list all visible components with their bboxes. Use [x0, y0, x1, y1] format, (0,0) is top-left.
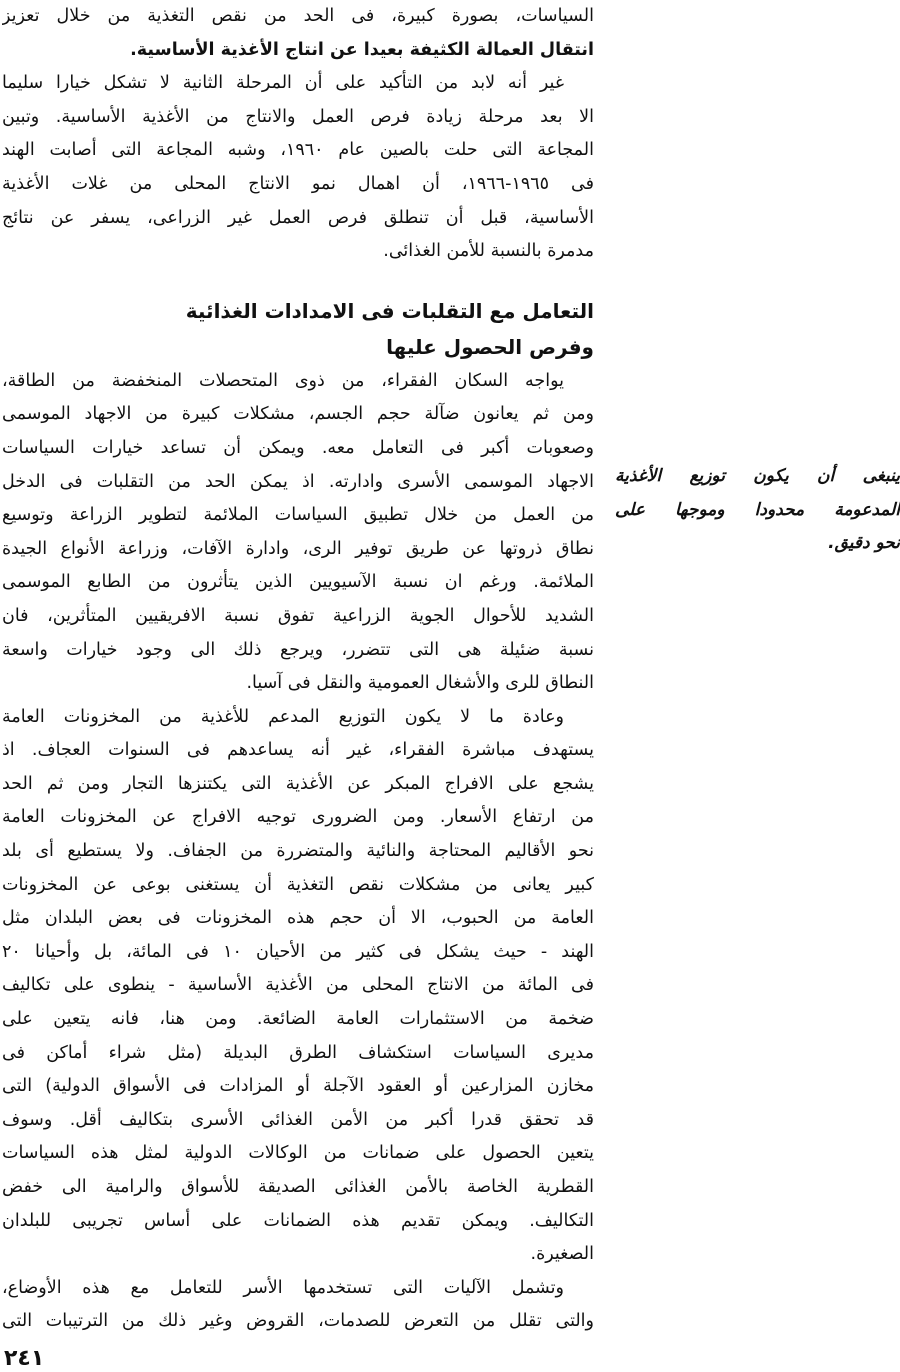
- text-line: غير أنه لابد من التأكيد على أن المرحلة الثانية لا تشكل خيارا سليما: [2, 73, 564, 94]
- text-line: نطاق ذروتها عن طريق توفير الرى، وادارة الآفات، وزراعة الأنواع الجيدة: [2, 538, 594, 559]
- text-line: العامة من الحبوب، الا أن حجم هذه المخزونات فى بعض البلدان مثل: [2, 908, 594, 929]
- text-line: الأساسية، قبل أن تنطلق فرص العمل غير الزراعى، يسفر عن نتائج: [2, 207, 594, 228]
- text-line: يواجه السكان الفقراء، من ذوى المتحصلات المنخفضة من الطاقة،: [2, 370, 564, 391]
- text-line: مديرى السياسات استكشاف الطرق البديلة (مثل شراء أماكن فى: [2, 1042, 594, 1063]
- paragraph-5: [2, 1272, 594, 1339]
- text-line: الملائمة. ورغم ان نسبة الآسيويين الذين يتأثرون من الطابع الموسمى: [2, 572, 594, 593]
- text-line: ضخمة من الاستثمارات العامة الضائعة. ومن هنا، فانه يتعين على: [2, 1009, 594, 1030]
- text-line: فى المائة من الانتاج المحلى من الأغذية الأساسية - ينطوى على تكاليف: [2, 975, 594, 996]
- paragraph-top: [2, 0, 594, 67]
- text-line: الصغيرة.: [530, 1244, 594, 1265]
- text-line: من العمل من خلال تطبيق السياسات الملائمة لتطوير الزراعة وتوسيع: [2, 505, 594, 526]
- text-line: ومن ثم يعانون ضآلة حجم الجسم، مشكلات كبيرة من الاجهاد الموسمى: [2, 404, 594, 425]
- text-line: نحو الأقاليم المحتاجة والنائية والمتضررة من الجفاف. ولا يستطيع أى بلد: [2, 841, 594, 862]
- text-line: قد تحقق قدرا أكبر من الأمن الغذائى الأسرى بتكاليف أقل. وسوف: [2, 1109, 594, 1130]
- text-line: النطاق للرى والأشغال العمومية والنقل فى آسيا.: [246, 673, 594, 694]
- text-line: الشديد للأحوال الجوية الزراعية تفوق نسبة الافريقيين المتأثرين، فان: [2, 605, 594, 626]
- text-line: يتعين الحصول على ضمانات من الوكالات الدولية لمثل هذه السياسات: [2, 1143, 594, 1164]
- text-line: من ارتفاع الأسعار. ومن الضرورى توجيه الافراج عن المخزونات العامة: [2, 807, 594, 828]
- paragraph-3: [2, 365, 594, 701]
- text-line: الا بعد مرحلة زيادة فرص العمل والانتاج من الأغذية الأساسية. وتبين: [2, 106, 594, 127]
- text-line: يستهدف مباشرة الفقراء، غير أنه يساعدهم فى السنوات العجاف. اذ: [2, 740, 594, 761]
- text-line: نسبة ضئيلة هى التى تتضرر، ويرجع ذلك الى وجود خيارات واسعة: [2, 639, 594, 660]
- heading-line: التعامل مع التقلبات فى الامدادات الغذائية: [185, 298, 594, 323]
- text-line: السياسات، بصورة كبيرة، فى الحد من نقص التغذية من خلال تعزيز: [2, 6, 594, 26]
- text-line: يشجع على الافراج المبكر عن الأغذية التى يكتنزها التجار ومن ثم الحد: [2, 773, 594, 794]
- text-line: والتى تقلل من التعرض للصدمات، القروض وغير ذلك من الترتيبات التى: [2, 1311, 594, 1332]
- text-line: مخازن المزارعين أو العقود الآجلة أو المزادات فى الأسواق الدولية) التى: [2, 1076, 594, 1097]
- section-heading: [2, 293, 594, 365]
- text-line: انتقال العمالة الكثيفة بعيدا عن انتاج الأغذية الأساسية.: [130, 39, 594, 60]
- side-note-line: نحو دقيق.: [828, 533, 900, 554]
- text-line: التكاليف. ويمكن تقديم هذه الضمانات على أساس تجريبى للبلدان: [2, 1210, 594, 1231]
- text-line: القطرية الخاصة بالأمن الغذائى الصديقة للأسواق والرامية الى خفض: [2, 1177, 594, 1197]
- text-line: الاجهاد الموسمى الأسرى وادارته. اذ يمكن الحد من التقلبات فى الدخل: [2, 471, 594, 492]
- side-note-line: المدعومة محدودا وموجها على: [615, 499, 900, 520]
- text-line: فى ١٩٦٥-١٩٦٦، أن اهمال نمو الانتاج المحلى من غلات الأغذية: [2, 173, 594, 194]
- text-line: الهند - حيث يشكل فى كثير من الأحيان ١٠ فى المائة، بل وأحيانا ٢٠: [2, 941, 594, 962]
- text-line: وعادة ما لا يكون التوزيع المدعم للأغذية من المخزونات العامة: [2, 706, 564, 727]
- paragraph-4: [2, 701, 594, 1272]
- main-column: [2, 0, 594, 1339]
- text-line: المجاعة التى حلت بالصين عام ١٩٦٠، وشبه المجاعة التى أصابت الهند: [2, 140, 594, 161]
- text-line: مدمرة بالنسبة للأمن الغذائى.: [383, 241, 594, 262]
- text-line: وصعوبات أكبر فى التعامل معه. ويمكن أن تساعد خيارات السياسات: [2, 437, 594, 458]
- page-number: ٢٤١: [4, 1346, 45, 1371]
- side-note: [615, 460, 900, 561]
- text-line: كبير يعانى من مشكلات نقص التغذية أن يستغنى بوعى عن المخزونات: [2, 874, 594, 895]
- section-gap: [2, 269, 594, 293]
- heading-line: وفرص الحصول عليها: [386, 334, 594, 359]
- paragraph-2: [2, 67, 594, 269]
- text-line: وتشمل الآليات التى تستخدمها الأسر للتعامل مع هذه الأوضاع،: [2, 1277, 564, 1298]
- side-note-line: ينبغى أن يكون توزيع الأغذية: [615, 466, 900, 486]
